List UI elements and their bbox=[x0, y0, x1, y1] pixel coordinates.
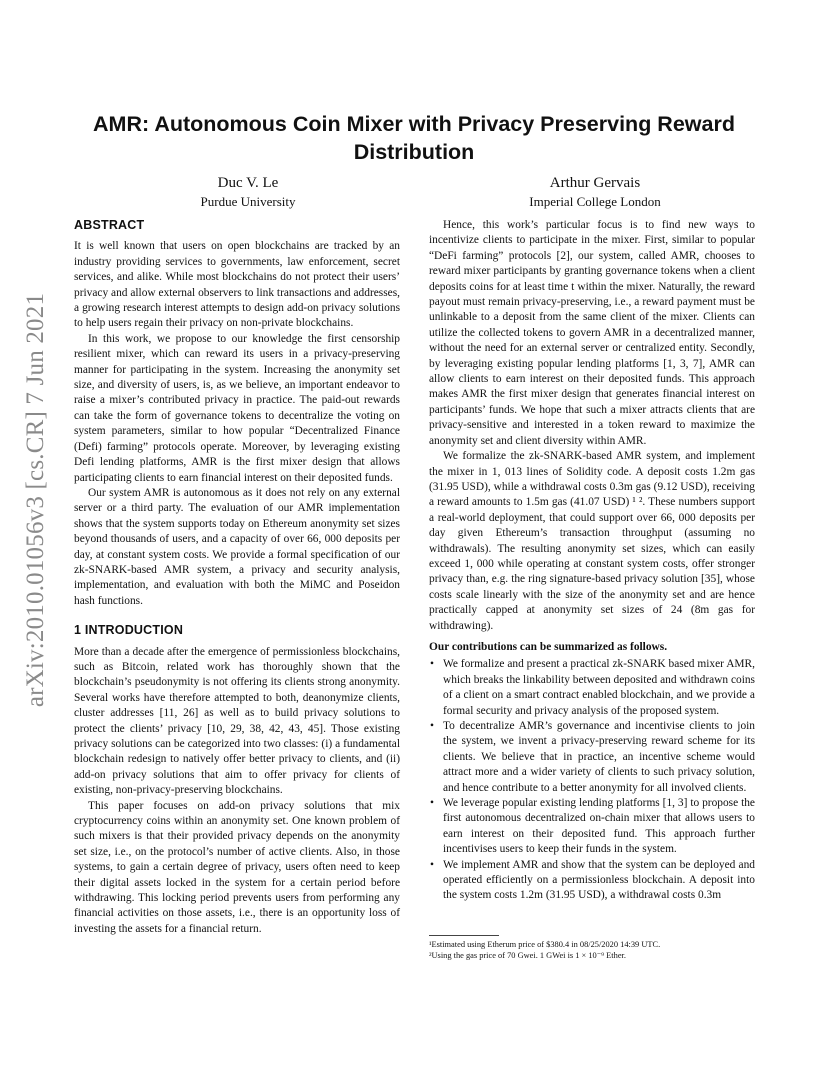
footnote: ¹Estimated using Etherum price of $380.4 in 08/25/2020 14:39 UTC. bbox=[429, 940, 661, 949]
title-line-1: AMR: Autonomous Coin Mixer with Privacy Preserving Reward bbox=[93, 112, 735, 136]
introduction-heading: 1 INTRODUCTION bbox=[74, 623, 184, 638]
footnotes bbox=[429, 935, 755, 961]
arxiv-stamp-text: arXiv:2010.01056v3 [cs.CR] 7 Jun 2021 bbox=[22, 292, 49, 708]
list-item: • We formalize and present a practical zk-SNARK based mixer AMR, which breaks the linkability between deposited and withdrawn coins of a client on a smart contract enabled blockchain, and we provide a formal security and privacy analysis of the proposed system. bbox=[443, 657, 755, 719]
body-paragraph: We formalize the zk-SNARK-based AMR system, and implement the mixer in 1, 013 lines of Solidity code. A deposit costs 1.2m gas (31.95 USD), while a withdrawal costs 0.3m gas (9.12 USD), receiving a reward amounts to 1.5m gas (41.07 USD) ¹ ². These numbers support a real-world deployment, that could support over 66, 000 deposits per day given Ethereum’s transaction throughput (assuming no withdrawals). The resulting anonymity set sizes, which can easily exceed 1, 000 while operating at constant system costs, offer stronger privacy than, e.g. the ring signature-based privacy solution [35], whose costs scale linearly with the size of the anonymity set and are hence practically capped at anonymity set sizes of 24 (8m gas for withdrawing). bbox=[429, 450, 755, 632]
body-paragraph: Hence, this work’s particular focus is to find new ways to incentivize clients to participate in the mixer. First, similar to popular “DeFi farming” protocols [2], our system, called AMR, chooses to reward mixer participants by granting governance tokens when a client deposits coins for at least time t within the mixer. Naturally, the reward payout must remain privacy-preserving, i.e., a reward payment must be unlinkable to a deposit from the same client of the mixer. Clients can utilize the collected tokens to govern AMR in a decentralized manner, without the need for an external server or centralized entity. Secondly, by leveraging existing popular lending platforms [1, 3, 7], AMR can allow clients to earn interest on their deposited funds. This approach makes AMR the first mixer design that generates financial interest on participants’ funds. We hope that such a mixer attracts clients that are privacy-sensitive and interested in a token reward to maximize the anonymity set and client diversity within AMR. bbox=[429, 219, 755, 447]
list-item: • We leverage popular existing lending platforms [1, 3] to propose the first autonomous decentralized on-chain mixer that allows users to earn interest on their deposited fund. This approach further incentivises users to keep their funds in the system. bbox=[443, 796, 755, 858]
arxiv-stamp bbox=[14, 240, 58, 760]
intro-paragraph: More than a decade after the emergence of permissionless blockchains, such as Bitcoin, related work has thoroughly shown that the blockchain’s pseudonymity is not offering its clients strong anonymity. Several works have therefore attempted to both, deanonymize clients, cluster addresses [11, 26] as well as to build privacy solutions to protect the clients’ privacy [10, 29, 38, 42, 43, 45]. Those existing privacy solutions can be categorized into two classes: (i) a fundamental blockchain redesign to natively offer better privacy to clients, and (ii) add-on privacy solutions that aim to offer privacy for clients of existing, non-privacy-preserving blockchains. bbox=[74, 645, 400, 797]
author-name: Arthur Gervais bbox=[549, 175, 641, 191]
author-name: Duc V. Le bbox=[217, 175, 279, 191]
left-column bbox=[74, 218, 400, 937]
abstract-paragraph: Our system AMR is autonomous as it does not rely on any external server or a third party. The evaluation of our AMR implementation shows that the system supports today on Ethereum anonymity set sizes beyond thousands of users, and a capacity of over 66, 000 deposits per day, at constant system costs. We provide a formal specification of our zk-SNARK-based AMR system, a privacy and security analysis, implementation, and evaluation with both the MiMC and Poseidon hash functions. bbox=[74, 486, 400, 607]
abstract-paragraph: In this work, we propose to our knowledge the first censorship resilient mixer, which can reward its users in a privacy-preserving manner for participating in the system. Increasing the anonymity set size, and diversity of users, is, as we believe, an important endeavor to raise a mixer’s contributed privacy in practice. The paid-out rewards can take the form of governance tokens to decentralize the voting on system parameters, similar to how popular “Decentralized Finance (Defi) farming” protocols operate. Moreover, by leveraging existing Defi lending platforms, AMR is the first mixer design that allows participating clients to earn financial interest on their deposited funds. bbox=[74, 332, 400, 484]
intro-paragraph: This paper focuses on add-on privacy solutions that mix cryptocurrency coins within an anonymity set. One known problem of such mixers is that their provided privacy depends on the anonymity set size, i.e., on the protocol’s number of active clients. Also, in those systems, to gain a certain degree of privacy, users often need to keep their digital assets locked in the system for a certain period before withdrawing. This locking period prevents users from performing any financial activities on those assets, i.e., there is an opportunity loss of investing the assets for a financial return. bbox=[74, 799, 400, 935]
list-item: • To decentralize AMR’s governance and incentivise clients to join the system, we invent a privacy-preserving reward scheme for its clients. We believe that in practice, an incentive scheme would attract more and a wider variety of clients to such privacy solution, and hence contribute to a better anonymity for all involved clients. bbox=[443, 719, 755, 796]
paper-title bbox=[60, 110, 768, 166]
author-affiliation: Purdue University bbox=[200, 194, 296, 209]
author-block-1 bbox=[128, 174, 368, 210]
author-block-2 bbox=[475, 174, 715, 210]
footnote-rule bbox=[429, 935, 499, 936]
contributions-list bbox=[429, 657, 755, 904]
author-affiliation: Imperial College London bbox=[529, 194, 661, 209]
right-column bbox=[429, 218, 755, 904]
list-item: • We implement AMR and show that the system can be deployed and operated efficiently on a permissionless blockchain. A deposit into the system costs 1.2m (31.95 USD), a withdrawal costs 0.3m bbox=[443, 858, 755, 904]
contributions-heading: Our contributions can be summarized as follows. bbox=[429, 640, 668, 653]
title-line-2: Distribution bbox=[353, 140, 475, 164]
abstract-heading: ABSTRACT bbox=[74, 218, 145, 232]
abstract-paragraph: It is well known that users on open blockchains are tracked by an industry providing services to governments, law enforcement, secret services, and alike. While most blockchains do not protect their users’ privacy and allow external observers to link transactions and addresses, a growing research interest attempts to design add-on privacy solutions to help users regain their privacy on non-private blockchains. bbox=[74, 240, 400, 330]
footnote: ²Using the gas price of 70 Gwei. 1 GWei is 1 × 10⁻⁹ Ether. bbox=[429, 951, 626, 960]
